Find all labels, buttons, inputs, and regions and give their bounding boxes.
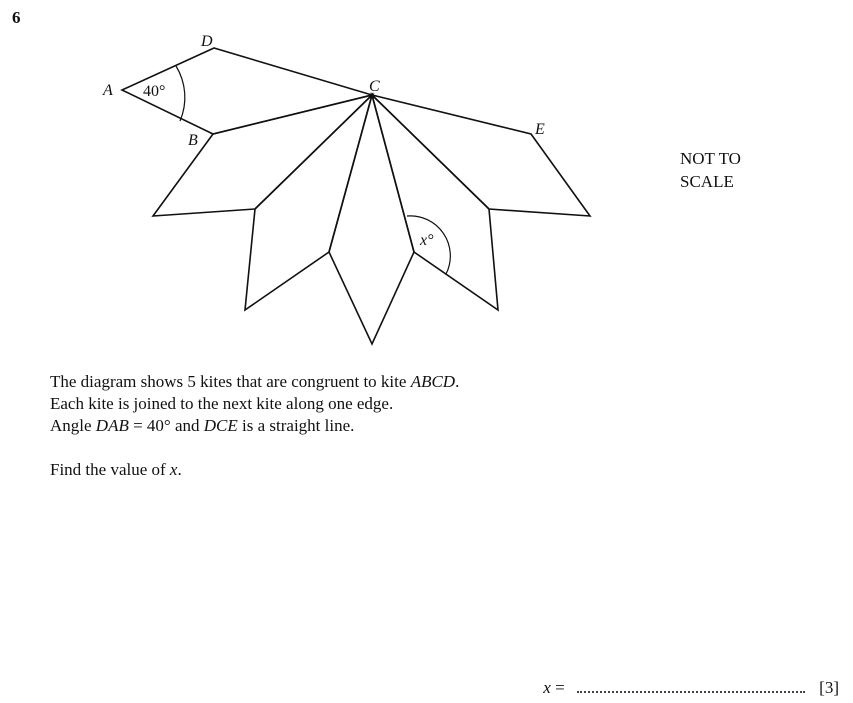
question-line (50, 415, 459, 437)
paragraph-gap (50, 437, 459, 459)
label-c: C (369, 78, 380, 95)
answer-variable: x (543, 678, 551, 697)
label-b: B (188, 132, 198, 149)
question-line (50, 393, 459, 415)
question-text-part: x (169, 460, 178, 479)
kite-5 (372, 95, 498, 310)
marks-label: [3] (819, 678, 839, 697)
question-text (50, 371, 459, 481)
not-to-scale-line-2: SCALE (680, 172, 734, 191)
question-number: 6 (12, 8, 21, 27)
question-text-part: is a straight line. (237, 416, 355, 435)
not-to-scale-note (680, 147, 741, 193)
question-text-part: Find the value of (50, 460, 170, 479)
angle-x-label: x° (420, 232, 434, 249)
question-text-part: The diagram shows 5 kites that are congruent to kite (50, 372, 411, 391)
kite-2 (153, 95, 372, 216)
question-text-part: ABCD (410, 372, 456, 391)
question-text-part: . (177, 460, 182, 479)
angle-dab-arc (176, 66, 185, 121)
question-line (50, 459, 459, 481)
kite-3 (245, 95, 372, 310)
question-text-part: DAB (95, 416, 129, 435)
question-text-part: Each kite is joined to the next kite along one edge. (50, 394, 394, 413)
kite-6 (372, 95, 590, 216)
question-text-part: Angle (50, 416, 96, 435)
answer-field[interactable] (577, 677, 805, 693)
label-a: A (103, 82, 113, 99)
question-text-part: DCE (203, 416, 238, 435)
label-d: D (201, 33, 213, 50)
answer-equals: = (555, 678, 565, 697)
label-e: E (535, 121, 545, 138)
question-text-part: . (455, 372, 460, 391)
answer-line (543, 677, 839, 698)
question-line (50, 371, 459, 393)
kite-4 (329, 95, 414, 344)
angle-dab-label: 40° (143, 83, 166, 100)
not-to-scale-line-1: NOT TO (680, 149, 741, 168)
question-text-part: = 40° and (128, 416, 204, 435)
